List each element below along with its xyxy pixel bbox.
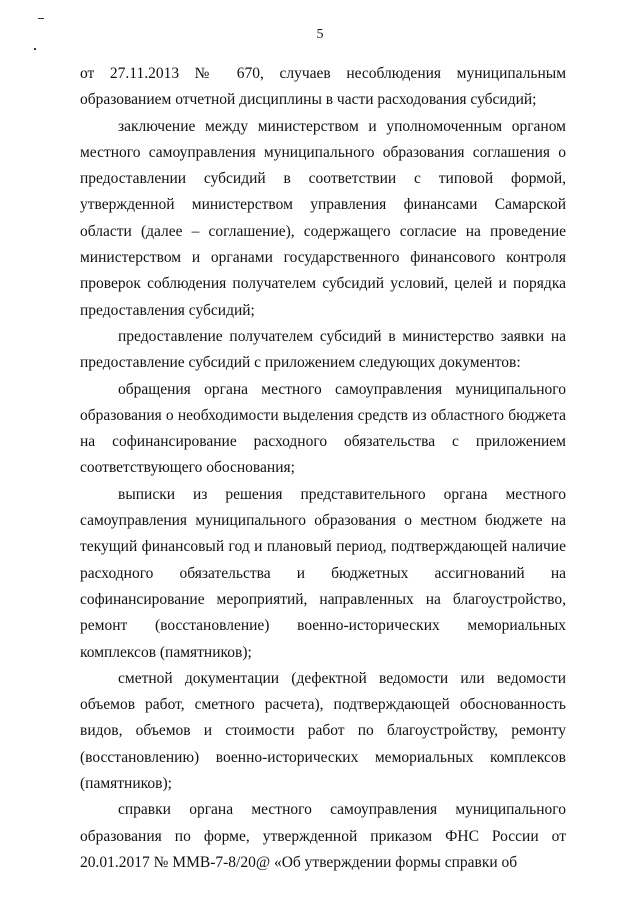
paragraph: от 27.11.2013 № 670, случаев несоблюдения муниципальным образованием отчетной дисциплины в части расходования субсидий;: [80, 65, 566, 109]
scan-mark: [38, 18, 44, 19]
paragraph: сметной документации (дефектной ведомости или ведомости объемов работ, сметного расчета), подтверждающей обоснованность видов, объемов и стоимости работ по благоустройству, ремонту (восстановлению) военно-исторических мемориальных комплексов (памятников);: [80, 669, 566, 793]
paragraph: обращения органа местного самоуправления муниципального образования о необходимости выделения средств из областного бюджета на софинансирование расходного обязательства с приложением соответствующего обоснования;: [80, 380, 566, 477]
document-body: [80, 61, 566, 876]
scan-mark: [34, 48, 36, 50]
paragraph: предоставление получателем субсидий в министерство заявки на предоставление субсидий с приложением следующих документов:: [80, 327, 566, 372]
paragraph: справки органа местного самоуправления муниципального образования по форме, утвержденной приказом ФНС России от 20.01.2017 № ММВ-7-8/20@ «Об утверждении формы справки об: [80, 801, 566, 871]
paragraph: заключение между министерством и уполномоченным органом местного самоуправления муниципального образования соглашения о предоставлении субсидий в соответствии с типовой формой, утвержденной министерством управления финансами Самарской области (далее – соглашение), содержащего согласие на проведение министерством и органами государственного финансового контроля проверок соблюдения получателем субсидий условий, целей и порядка предоставления субсидий;: [80, 117, 566, 319]
paragraph: выписки из решения представительного органа местного самоуправления муниципального образования о местном бюджете на текущий финансовый год и плановый период, подтверждающей наличие расходного обязательства и бюджетных ассигнований на софинансирование мероприятий, направленных на благоустройство, ремонт (восстановление) военно-исторических мемориальных комплексов (памятников);: [80, 485, 566, 661]
page-number: 5: [316, 27, 324, 42]
